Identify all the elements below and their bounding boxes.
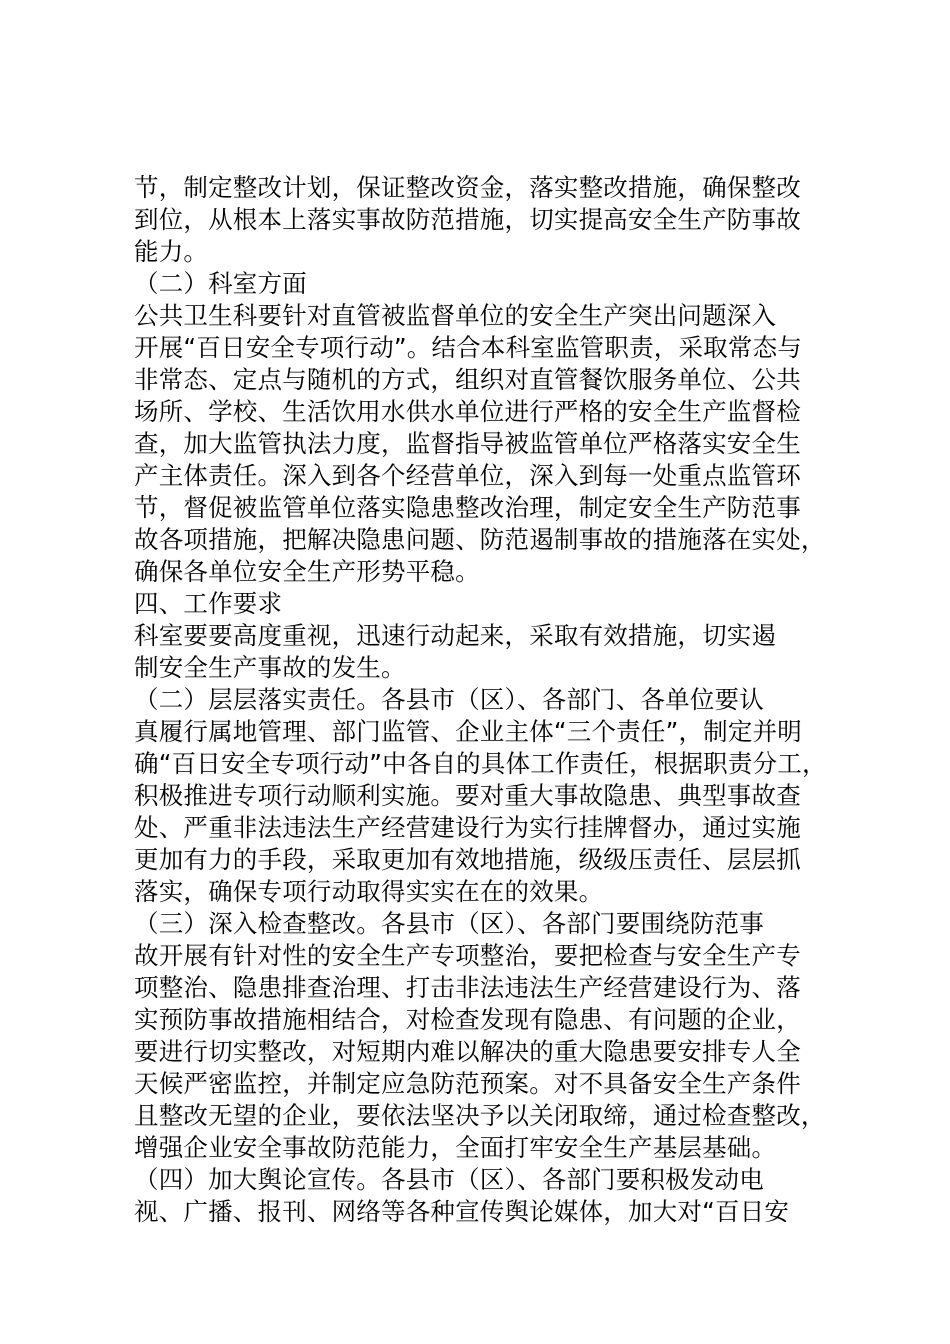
text-line: 视、广播、报刊、网络等各种宣传舆论媒体，加大对“百日安 (134, 1197, 790, 1226)
text-line: 实预防事故措施相结合，对检查发现有隐患、有问题的企业， (134, 1005, 801, 1034)
text-line: 更加有力的手段，采取更加有效地措施，级级压责任、层层抓 (134, 845, 801, 874)
section-heading: 四、工作要求 (134, 589, 283, 618)
text-line: 落实，确保专项行动取得实实在在的效果。 (134, 877, 604, 906)
text-line: 确保各单位安全生产形势平稳。 (134, 557, 480, 586)
text-line: （四）加大舆论宣传。各县市（区）、各部门要积极发动电 (134, 1165, 764, 1194)
text-line: 产主体责任。深入到各个经营单位，深入到每一处重点监管环 (134, 461, 801, 490)
text-line: 查，加大监管执法力度，监督指导被监管单位严格落实安全生 (134, 429, 801, 458)
text-line: 到位，从根本上落实事故防范措施，切实提高安全生产防事故 (134, 205, 801, 234)
text-line: 节，制定整改计划，保证整改资金，落实整改措施，确保整改 (134, 173, 801, 202)
text-line: 要进行切实整改，对短期内难以解决的重大隐患要安排专人全 (134, 1037, 801, 1066)
text-line: （三）深入检查整改。各县市（区）、各部门要围绕防范事 (134, 909, 764, 938)
text-line: 公共卫生科要针对直管被监督单位的安全生产突出问题深入 (134, 301, 777, 330)
text-line: 非常态、定点与随机的方式，组织对直管餐饮服务单位、公共 (134, 365, 801, 394)
text-line: 节，督促被监管单位落实隐患整改治理，制定安全生产防范事 (134, 493, 801, 522)
text-line: 项整治、隐患排查治理、打击非法违法生产经营建设行为、落 (134, 973, 801, 1002)
text-line: 开展“百日安全专项行动”。结合本科室监管职责，采取常态与 (134, 333, 802, 362)
text-line: （二）层层落实责任。各县市（区）、各部门、各单位要认 (134, 685, 764, 714)
text-line: 能力。 (134, 237, 209, 266)
section-heading: （二）科室方面 (134, 269, 307, 298)
text-line: 故开展有针对性的安全生产专项整治，要把检查与安全生产专 (134, 941, 801, 970)
text-line: 天候严密监控，并制定应急防范预案。对不具备安全生产条件 (134, 1069, 801, 1098)
text-line: 真履行属地管理、部门监管、企业主体“三个责任”，制定并明 (134, 717, 802, 746)
text-line: 积极推进专项行动顺利实施。要对重大事故隐患、典型事故查 (134, 781, 801, 810)
text-line: 制安全生产事故的发生。 (134, 653, 406, 682)
text-line: 增强企业安全事故防范能力，全面打牢安全生产基层基础。 (134, 1133, 777, 1162)
text-line: 科室要要高度重视，迅速行动起来，采取有效措施，切实遏 (134, 621, 777, 650)
text-line: 确“百日安全专项行动”中各自的具体工作责任，根据职责分工， (134, 749, 827, 778)
text-line: 故各项措施，把解决隐患问题、防范遏制事故的措施落在实处， (134, 525, 826, 554)
text-line: 处、严重非法违法生产经营建设行为实行挂牌督办，通过实施 (134, 813, 801, 842)
text-line: 场所、学校、生活饮用水供水单位进行严格的安全生产监督检 (134, 397, 801, 426)
text-line: 且整改无望的企业，要依法坚决予以关闭取缔，通过检查整改， (134, 1101, 826, 1130)
